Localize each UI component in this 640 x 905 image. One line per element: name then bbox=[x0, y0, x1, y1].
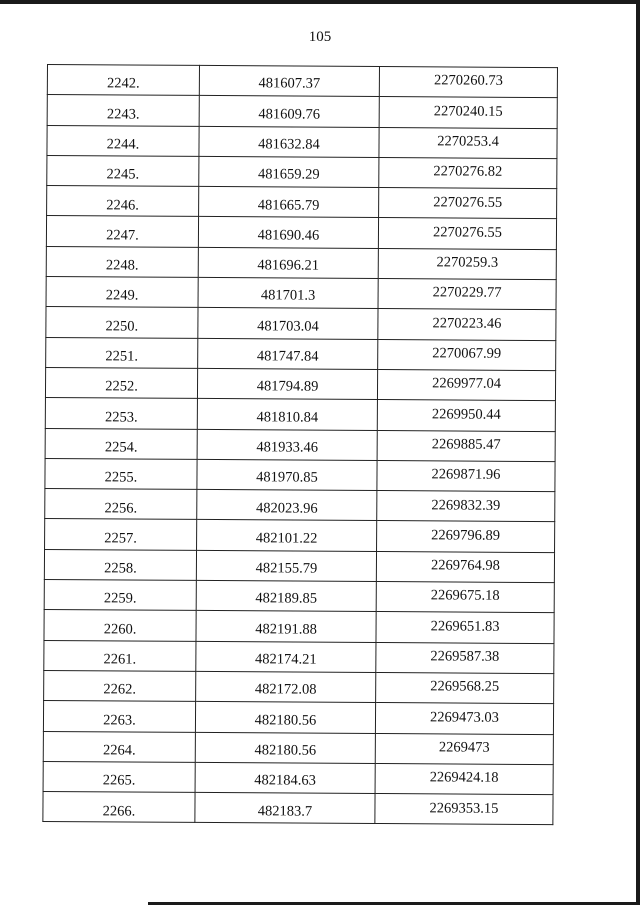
table-row bbox=[46, 246, 556, 279]
point-number-text: 2259. bbox=[103, 590, 137, 607]
table-row bbox=[47, 186, 557, 219]
x-coordinate-cell bbox=[196, 671, 376, 702]
y-coordinate-text: 2269568.25 bbox=[430, 678, 500, 696]
y-coordinate-cell bbox=[379, 127, 557, 158]
y-coordinate-text: 2270240.15 bbox=[433, 103, 503, 120]
point-number-cell bbox=[44, 549, 196, 580]
y-coordinate-text: 2269871.96 bbox=[431, 466, 501, 484]
y-coordinate-text: 2269764.98 bbox=[430, 557, 500, 574]
point-number-text: 2245. bbox=[106, 166, 140, 183]
point-number-cell bbox=[47, 65, 199, 96]
x-coordinate-text: 481659.29 bbox=[257, 166, 320, 183]
x-coordinate-text: 482184.63 bbox=[254, 772, 316, 789]
point-number-cell bbox=[46, 246, 198, 277]
x-coordinate-cell bbox=[197, 399, 377, 430]
x-coordinate-text: 481632.84 bbox=[258, 136, 320, 153]
x-coordinate-cell bbox=[196, 550, 376, 581]
table-row bbox=[44, 610, 554, 643]
x-coordinate-cell bbox=[197, 429, 377, 460]
point-number-text: 2257. bbox=[104, 530, 137, 547]
point-number-cell bbox=[46, 337, 198, 368]
table-row bbox=[47, 95, 557, 128]
y-coordinate-text: 2270229.77 bbox=[432, 284, 502, 302]
y-coordinate-text: 2269473 bbox=[438, 739, 490, 756]
y-coordinate-text: 2270276.55 bbox=[433, 193, 503, 211]
point-number-cell bbox=[46, 277, 198, 308]
table-row bbox=[44, 640, 554, 673]
point-number-cell bbox=[44, 640, 196, 671]
table-row bbox=[45, 489, 555, 522]
x-coordinate-text: 482101.22 bbox=[255, 530, 318, 547]
table-row bbox=[44, 670, 554, 703]
x-coordinate-text: 481970.85 bbox=[256, 469, 318, 486]
y-coordinate-text: 2269353.15 bbox=[429, 799, 499, 817]
y-coordinate-cell bbox=[378, 279, 556, 310]
x-coordinate-text: 482189.85 bbox=[255, 590, 318, 608]
y-coordinate-cell bbox=[377, 521, 555, 552]
y-coordinate-cell bbox=[379, 157, 557, 188]
point-number-text: 2252. bbox=[105, 378, 138, 395]
x-coordinate-cell bbox=[198, 338, 378, 369]
y-coordinate-text: 2270259.3 bbox=[436, 254, 499, 271]
table-row bbox=[46, 307, 556, 340]
x-coordinate-text: 481810.84 bbox=[256, 408, 319, 426]
point-number-text: 2253. bbox=[104, 409, 138, 426]
table-row bbox=[45, 458, 555, 491]
x-coordinate-cell bbox=[199, 65, 379, 96]
x-coordinate-cell bbox=[198, 308, 378, 339]
point-number-text: 2246. bbox=[106, 196, 140, 214]
x-coordinate-text: 481794.89 bbox=[256, 378, 319, 396]
x-coordinate-cell bbox=[195, 702, 375, 733]
point-number-text: 2266. bbox=[102, 802, 136, 820]
y-coordinate-cell bbox=[376, 642, 554, 673]
point-number-text: 2261. bbox=[103, 651, 137, 668]
x-coordinate-text: 482180.56 bbox=[254, 742, 317, 759]
point-number-text: 2254. bbox=[104, 439, 138, 456]
x-coordinate-cell bbox=[197, 490, 377, 521]
y-coordinate-text: 2269832.39 bbox=[431, 496, 501, 514]
point-number-cell bbox=[44, 610, 196, 641]
point-number-cell bbox=[44, 580, 196, 611]
x-coordinate-text: 481747.84 bbox=[256, 348, 319, 365]
x-coordinate-cell bbox=[196, 641, 376, 672]
x-coordinate-text: 482155.79 bbox=[255, 560, 318, 577]
point-number-text: 2263. bbox=[103, 711, 136, 729]
y-coordinate-cell bbox=[377, 400, 555, 431]
point-number-text: 2250. bbox=[105, 318, 139, 335]
point-number-cell bbox=[45, 489, 197, 520]
point-number-cell bbox=[44, 670, 196, 701]
point-number-text: 2255. bbox=[104, 469, 138, 486]
y-coordinate-cell bbox=[375, 703, 553, 734]
table-row bbox=[43, 701, 553, 734]
x-coordinate-text: 482183.7 bbox=[257, 802, 313, 820]
y-coordinate-cell bbox=[375, 794, 553, 825]
y-coordinate-text: 2270067.99 bbox=[432, 345, 502, 362]
y-coordinate-text: 2269950.44 bbox=[431, 406, 501, 423]
table-row bbox=[45, 367, 555, 400]
y-coordinate-text: 2269977.04 bbox=[432, 375, 502, 393]
y-coordinate-text: 2269885.47 bbox=[431, 436, 501, 453]
y-coordinate-text: 2269651.83 bbox=[430, 618, 500, 635]
x-coordinate-cell bbox=[197, 520, 377, 551]
y-coordinate-text: 2269424.18 bbox=[429, 769, 499, 786]
x-coordinate-text: 482172.08 bbox=[254, 681, 317, 698]
x-coordinate-text: 482023.96 bbox=[255, 499, 318, 517]
y-coordinate-text: 2270223.46 bbox=[432, 315, 502, 332]
point-number-text: 2244. bbox=[106, 136, 140, 153]
coordinates-table-body bbox=[43, 65, 558, 826]
point-number-text: 2260. bbox=[103, 621, 137, 638]
point-number-text: 2247. bbox=[106, 227, 139, 244]
x-coordinate-cell bbox=[199, 126, 379, 157]
point-number-cell bbox=[43, 792, 195, 823]
x-coordinate-text: 482191.88 bbox=[255, 621, 317, 638]
table-row bbox=[47, 125, 557, 158]
coordinates-table bbox=[42, 64, 558, 826]
y-coordinate-text: 2269473.03 bbox=[430, 708, 500, 726]
point-number-text: 2248. bbox=[105, 257, 139, 274]
point-number-cell bbox=[47, 186, 199, 217]
x-coordinate-text: 482180.56 bbox=[254, 711, 317, 729]
x-coordinate-cell bbox=[195, 793, 375, 824]
y-coordinate-text: 2270276.82 bbox=[433, 163, 503, 181]
y-coordinate-text: 2270253.4 bbox=[437, 133, 499, 150]
point-number-text: 2256. bbox=[104, 499, 138, 517]
x-coordinate-cell bbox=[199, 96, 379, 127]
y-coordinate-cell bbox=[375, 733, 553, 764]
x-coordinate-text: 482174.21 bbox=[255, 651, 317, 668]
y-coordinate-cell bbox=[379, 97, 557, 128]
point-number-cell bbox=[46, 216, 198, 247]
x-coordinate-cell bbox=[198, 247, 378, 278]
x-coordinate-cell bbox=[196, 580, 376, 611]
x-coordinate-cell bbox=[199, 156, 379, 187]
point-number-text: 2251. bbox=[105, 348, 139, 365]
x-coordinate-text: 481690.46 bbox=[257, 227, 320, 244]
table-row bbox=[46, 277, 556, 310]
y-coordinate-text: 2269796.89 bbox=[431, 527, 501, 544]
table-row bbox=[46, 337, 556, 370]
y-coordinate-cell bbox=[377, 369, 555, 400]
point-number-cell bbox=[47, 95, 199, 126]
y-coordinate-cell bbox=[377, 460, 555, 491]
point-number-text: 2264. bbox=[102, 742, 136, 759]
point-number-cell bbox=[45, 367, 197, 398]
table-row bbox=[45, 398, 555, 431]
x-coordinate-text: 481696.21 bbox=[257, 257, 320, 274]
y-coordinate-cell bbox=[378, 248, 556, 279]
x-coordinate-cell bbox=[197, 459, 377, 490]
x-coordinate-cell bbox=[196, 611, 376, 642]
page-number: 105 bbox=[308, 29, 332, 45]
y-coordinate-cell bbox=[375, 763, 553, 794]
x-coordinate-text: 481609.76 bbox=[258, 105, 321, 123]
point-number-cell bbox=[47, 155, 199, 186]
right-border-line bbox=[636, 0, 640, 905]
point-number-text: 2258. bbox=[104, 560, 137, 577]
table-row bbox=[46, 216, 556, 249]
point-number-text: 2265. bbox=[102, 772, 136, 789]
point-number-cell bbox=[46, 307, 198, 338]
y-coordinate-cell bbox=[379, 67, 557, 98]
y-coordinate-cell bbox=[378, 309, 556, 340]
point-number-cell bbox=[43, 731, 195, 762]
y-coordinate-cell bbox=[376, 672, 554, 703]
table-row bbox=[47, 155, 557, 188]
y-coordinate-text: 2270276.55 bbox=[432, 224, 502, 241]
table-row bbox=[45, 519, 555, 552]
x-coordinate-cell bbox=[195, 762, 375, 793]
y-coordinate-cell bbox=[377, 491, 555, 522]
coordinates-table-container bbox=[42, 64, 557, 826]
y-coordinate-cell bbox=[376, 551, 554, 582]
x-coordinate-cell bbox=[195, 732, 375, 763]
x-coordinate-text: 481703.04 bbox=[257, 318, 319, 335]
table-row bbox=[43, 792, 553, 825]
top-border-line bbox=[0, 0, 640, 4]
x-coordinate-cell bbox=[198, 217, 378, 248]
table-row bbox=[43, 731, 553, 764]
y-coordinate-cell bbox=[377, 430, 555, 461]
x-coordinate-cell bbox=[197, 368, 377, 399]
point-number-cell bbox=[43, 701, 195, 732]
y-coordinate-text: 2269587.38 bbox=[430, 648, 500, 665]
y-coordinate-cell bbox=[378, 218, 556, 249]
x-coordinate-text: 481701.3 bbox=[260, 287, 316, 305]
x-coordinate-cell bbox=[198, 278, 378, 309]
point-number-cell bbox=[45, 458, 197, 489]
point-number-text: 2243. bbox=[106, 106, 140, 123]
point-number-cell bbox=[43, 761, 195, 792]
point-number-cell bbox=[47, 125, 199, 156]
x-coordinate-text: 481933.46 bbox=[256, 439, 319, 456]
point-number-cell bbox=[45, 428, 197, 459]
point-number-cell bbox=[45, 398, 197, 429]
point-number-text: 2262. bbox=[103, 681, 137, 698]
x-coordinate-cell bbox=[199, 187, 379, 218]
table-row bbox=[45, 428, 555, 461]
table-row bbox=[47, 65, 557, 98]
y-coordinate-cell bbox=[376, 612, 554, 643]
point-number-cell bbox=[45, 519, 197, 550]
point-number-text: 2249. bbox=[105, 287, 139, 305]
y-coordinate-cell bbox=[378, 339, 556, 370]
table-row bbox=[44, 549, 554, 582]
x-coordinate-text: 481607.37 bbox=[258, 75, 321, 93]
y-coordinate-cell bbox=[379, 188, 557, 219]
y-coordinate-cell bbox=[376, 582, 554, 613]
y-coordinate-text: 2269675.18 bbox=[430, 587, 500, 605]
x-coordinate-text: 481665.79 bbox=[257, 196, 320, 214]
table-row bbox=[43, 761, 553, 794]
table-row bbox=[44, 580, 554, 613]
y-coordinate-text: 2270260.73 bbox=[433, 72, 503, 90]
point-number-text: 2242. bbox=[107, 75, 140, 92]
